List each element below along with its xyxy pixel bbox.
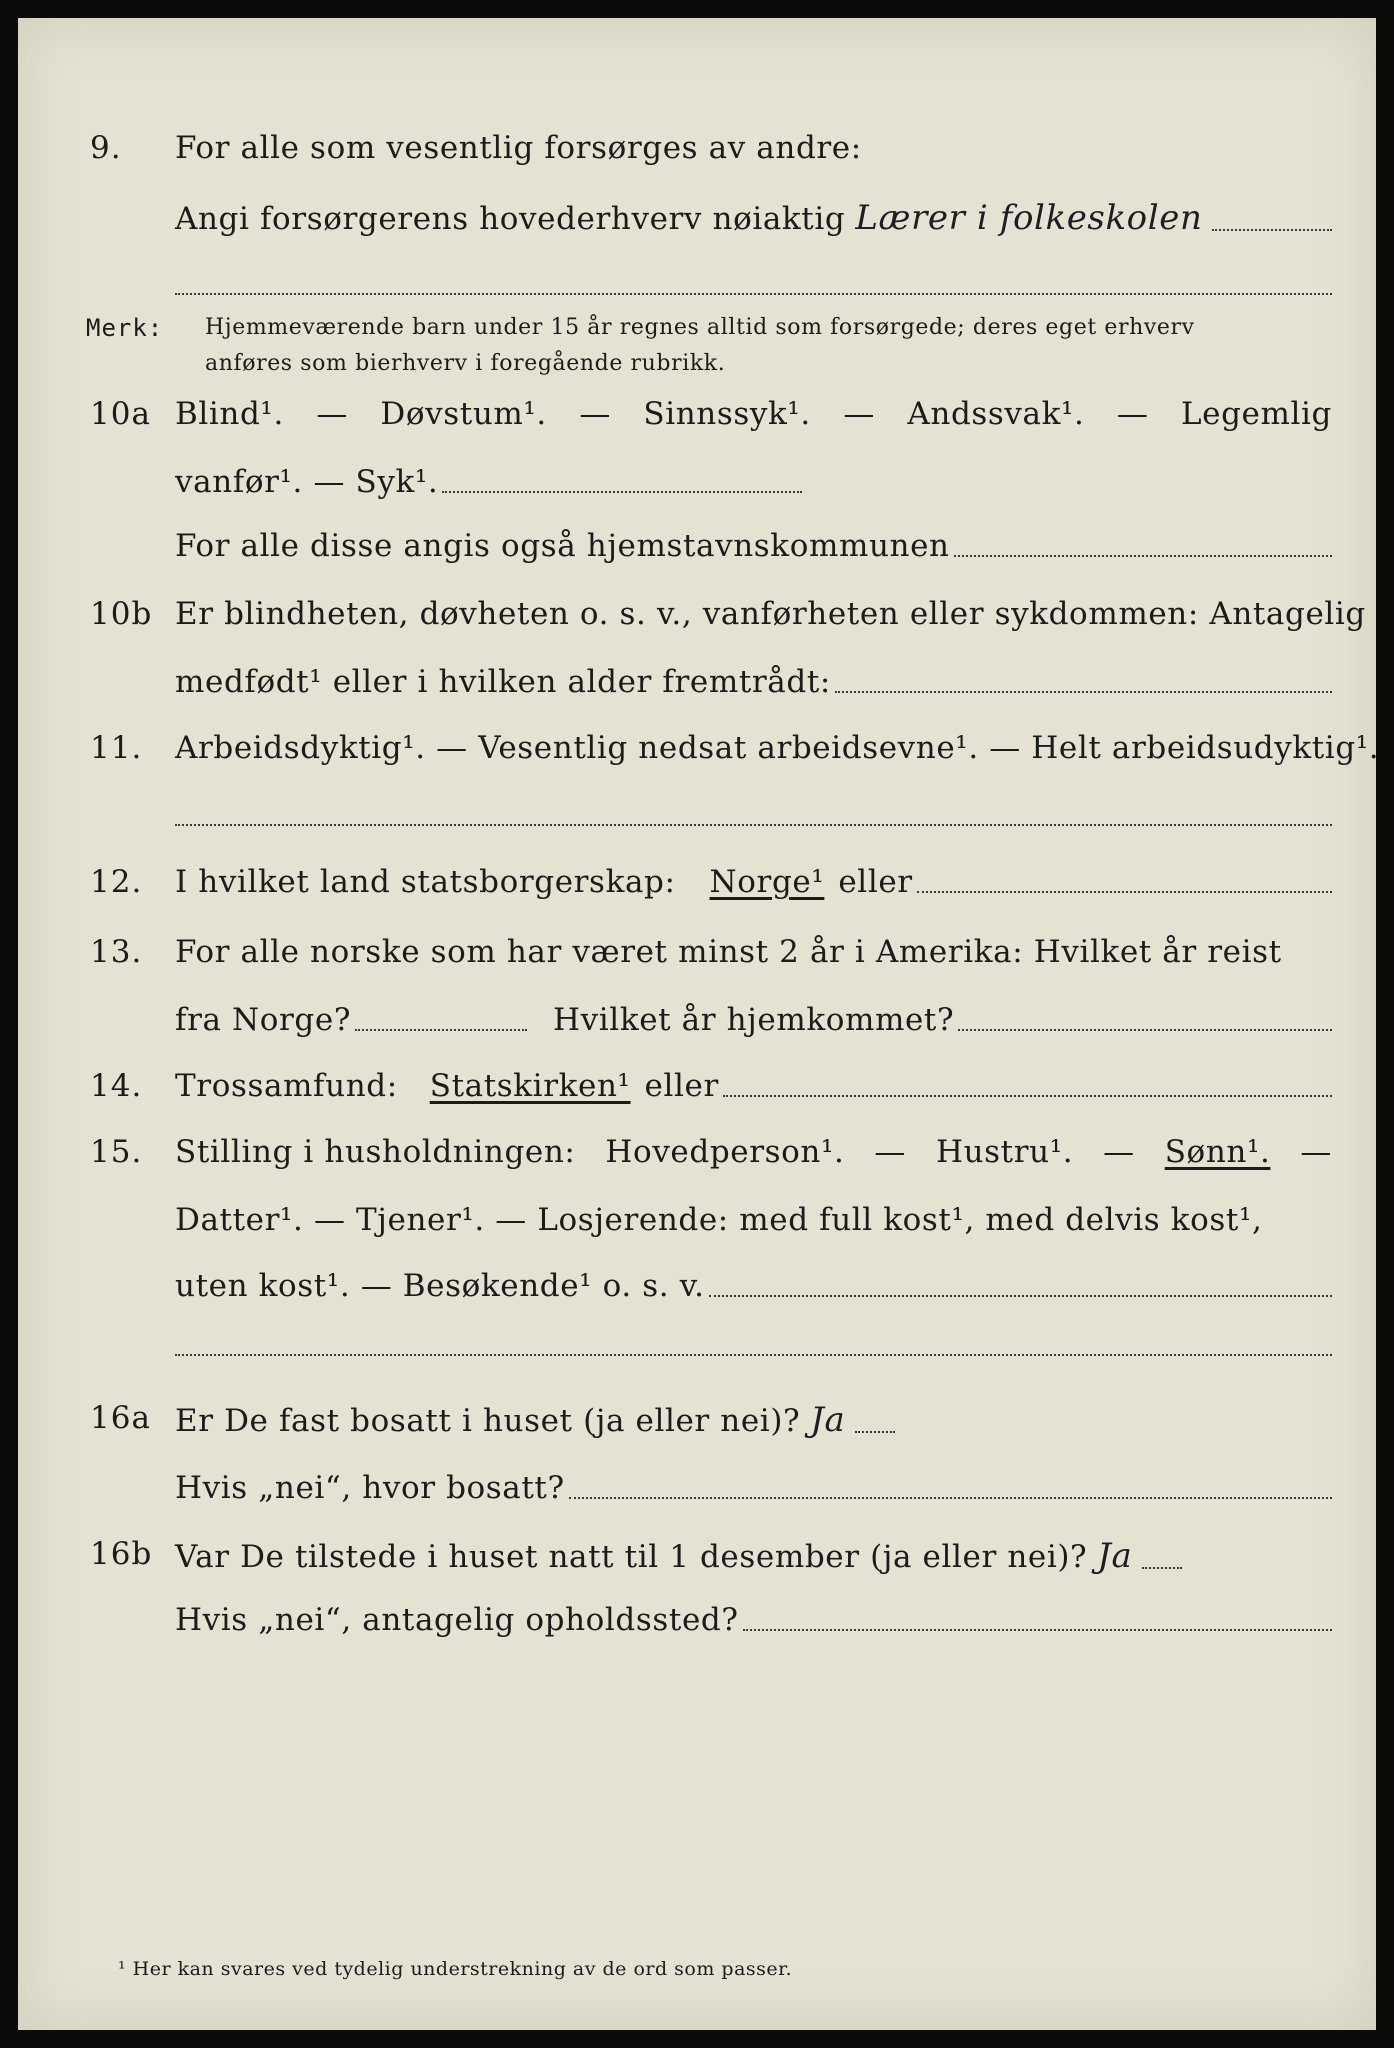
question-11-line-1 bbox=[18, 730, 1380, 790]
question-line bbox=[175, 1268, 1332, 1304]
question-10b-line-1 bbox=[18, 596, 1376, 656]
question-number: 16a bbox=[90, 1400, 151, 1436]
question-line bbox=[175, 1400, 1332, 1440]
question-text: vanfør¹. — Syk¹. bbox=[175, 464, 439, 500]
option-statskirken-underlined[interactable]: Statskirken¹ bbox=[429, 1068, 631, 1104]
dash-separator: — bbox=[316, 396, 348, 432]
question-line bbox=[175, 396, 1332, 432]
blank-answer-line bbox=[175, 1354, 1332, 1356]
option-blind[interactable]: Blind¹. bbox=[175, 396, 284, 432]
option-norge-underlined[interactable]: Norge¹ bbox=[709, 864, 825, 900]
note-line-2: anføres som bierhverv i foregående rubrikk. bbox=[205, 351, 726, 376]
answer-fill-line bbox=[355, 1029, 527, 1031]
question-text: For alle som vesentlig forsørges av andre: bbox=[175, 130, 862, 166]
question-line bbox=[175, 1602, 1332, 1638]
question-15-line-3 bbox=[18, 1268, 1376, 1328]
question-number: 11. bbox=[90, 730, 143, 766]
question-13-line-2 bbox=[18, 1002, 1376, 1062]
answer-fill-line bbox=[709, 1295, 1332, 1297]
answer-fill-line bbox=[569, 1497, 1332, 1499]
question-16b-line-2 bbox=[18, 1602, 1376, 1662]
question-text: Er De fast bosatt i huset (ja eller nei)? bbox=[175, 1403, 801, 1439]
question-12-line-1 bbox=[18, 864, 1376, 924]
question-line bbox=[175, 1470, 1332, 1506]
answer-fill-line bbox=[917, 891, 1332, 893]
question-number: 10a bbox=[90, 396, 151, 432]
question-text: fra Norge? bbox=[175, 1002, 352, 1038]
question-text: Hvis „nei“, hvor bosatt? bbox=[175, 1470, 565, 1506]
note-label: Merk: bbox=[86, 314, 164, 342]
answer-fill-line bbox=[855, 1431, 895, 1433]
option-list bbox=[175, 396, 1332, 432]
answer-fill-line bbox=[743, 1629, 1332, 1631]
blank-answer-line bbox=[175, 824, 1332, 826]
question-number: 16b bbox=[90, 1536, 153, 1572]
question-line bbox=[175, 198, 1332, 238]
question-10a-line-2 bbox=[18, 464, 1376, 524]
question-number: 14. bbox=[90, 1068, 143, 1104]
question-10b-line-2 bbox=[18, 664, 1376, 724]
question-line bbox=[175, 1002, 1332, 1038]
option-sonn-underlined[interactable]: Sønn¹. bbox=[1164, 1134, 1271, 1170]
dash-separator: — bbox=[579, 396, 611, 432]
census-form-page bbox=[18, 18, 1380, 2030]
question-number: 12. bbox=[90, 864, 143, 900]
dash-separator: — bbox=[1300, 1134, 1332, 1170]
question-text: Stilling i husholdningen: bbox=[175, 1134, 576, 1170]
question-text: uten kost¹. — Besøkende¹ o. s. v. bbox=[175, 1268, 705, 1304]
question-text: For alle disse angis også hjemstavnskommunen bbox=[175, 528, 950, 564]
question-9-line-2 bbox=[18, 198, 1376, 258]
question-10a-line-1 bbox=[18, 396, 1376, 456]
question-line bbox=[175, 1134, 1332, 1170]
note-text bbox=[205, 310, 1332, 382]
dash-separator: — bbox=[1103, 1134, 1135, 1170]
answer-fill-line bbox=[1142, 1567, 1182, 1569]
question-10a-line-3 bbox=[18, 528, 1376, 588]
handwritten-answer[interactable]: Ja bbox=[810, 1400, 846, 1440]
question-text: eller bbox=[838, 864, 913, 900]
question-text: For alle norske som har været minst 2 år i Amerika: Hvilket år reist bbox=[175, 934, 1282, 970]
option-sinnssyk[interactable]: Sinnssyk¹. bbox=[643, 396, 811, 432]
question-14-line-1 bbox=[18, 1068, 1376, 1128]
question-line bbox=[175, 864, 1332, 900]
question-text: Arbeidsdyktig¹. — Vesentlig nedsat arbeidsevne¹. — Helt arbeidsudyktig¹. bbox=[175, 730, 1380, 766]
answer-fill-line bbox=[954, 555, 1332, 557]
option-legemlig[interactable]: Legemlig bbox=[1180, 396, 1332, 432]
option-list bbox=[175, 1134, 1332, 1170]
handwritten-answer[interactable]: Lærer i folkeskolen bbox=[855, 198, 1203, 238]
question-line bbox=[175, 1068, 1332, 1104]
question-16a-line-1 bbox=[18, 1400, 1376, 1460]
question-text: Hvis „nei“, antagelig opholdssted? bbox=[175, 1602, 739, 1638]
question-line bbox=[175, 464, 1332, 500]
question-text: Datter¹. — Tjener¹. — Losjerende: med full kost¹, med delvis kost¹, bbox=[175, 1202, 1263, 1238]
question-16b-line-1 bbox=[18, 1536, 1376, 1596]
question-13-line-1 bbox=[18, 934, 1376, 994]
note-line-1: Hjemmeværende barn under 15 år regnes alltid som forsørgede; deres eget erhverv bbox=[205, 315, 1195, 340]
question-15-line-1 bbox=[18, 1134, 1376, 1194]
question-16a-line-2 bbox=[18, 1470, 1376, 1530]
question-text: Hvilket år hjemkommet? bbox=[553, 1002, 955, 1038]
question-line bbox=[175, 1536, 1332, 1576]
question-number: 10b bbox=[90, 596, 153, 632]
question-text: I hvilket land statsborgerskap: bbox=[175, 864, 676, 900]
option-hovedperson[interactable]: Hovedperson¹. bbox=[605, 1134, 845, 1170]
question-text: eller bbox=[644, 1068, 719, 1104]
option-andssvak[interactable]: Andssvak¹. bbox=[907, 396, 1085, 432]
blank-answer-line bbox=[175, 293, 1332, 295]
question-text: Angi forsørgerens hovederhverv nøiaktig bbox=[175, 201, 846, 237]
question-number: 15. bbox=[90, 1134, 143, 1170]
option-dovstum[interactable]: Døvstum¹. bbox=[380, 396, 547, 432]
question-line bbox=[175, 528, 1332, 564]
option-hustru[interactable]: Hustru¹. bbox=[935, 1134, 1074, 1170]
question-15-line-2 bbox=[18, 1202, 1376, 1262]
answer-fill-line bbox=[723, 1095, 1332, 1097]
question-number: 9. bbox=[90, 130, 122, 166]
question-text: Var De tilstede i huset natt til 1 desember (ja eller nei)? bbox=[175, 1539, 1088, 1575]
question-number: 13. bbox=[90, 934, 143, 970]
answer-fill-line bbox=[442, 491, 802, 493]
handwritten-answer[interactable]: Ja bbox=[1097, 1536, 1133, 1576]
answer-fill-line bbox=[958, 1029, 1332, 1031]
question-9-line-1 bbox=[18, 130, 1376, 190]
dash-separator: — bbox=[874, 1134, 907, 1170]
question-text: Trossamfund: bbox=[175, 1068, 398, 1104]
question-text: Er blindheten, døvheten o. s. v., vanførheten eller sykdommen: Antagelig bbox=[175, 596, 1366, 632]
footnote: ¹ Her kan svares ved tydelig understrekning av de ord som passer. bbox=[118, 1958, 793, 1980]
answer-fill-line bbox=[1212, 229, 1332, 231]
answer-fill-line bbox=[835, 691, 1332, 693]
question-text: medfødt¹ eller i hvilken alder fremtrådt: bbox=[175, 664, 831, 700]
dash-separator: — bbox=[843, 396, 875, 432]
dash-separator: — bbox=[1116, 396, 1149, 432]
question-line bbox=[175, 664, 1332, 700]
